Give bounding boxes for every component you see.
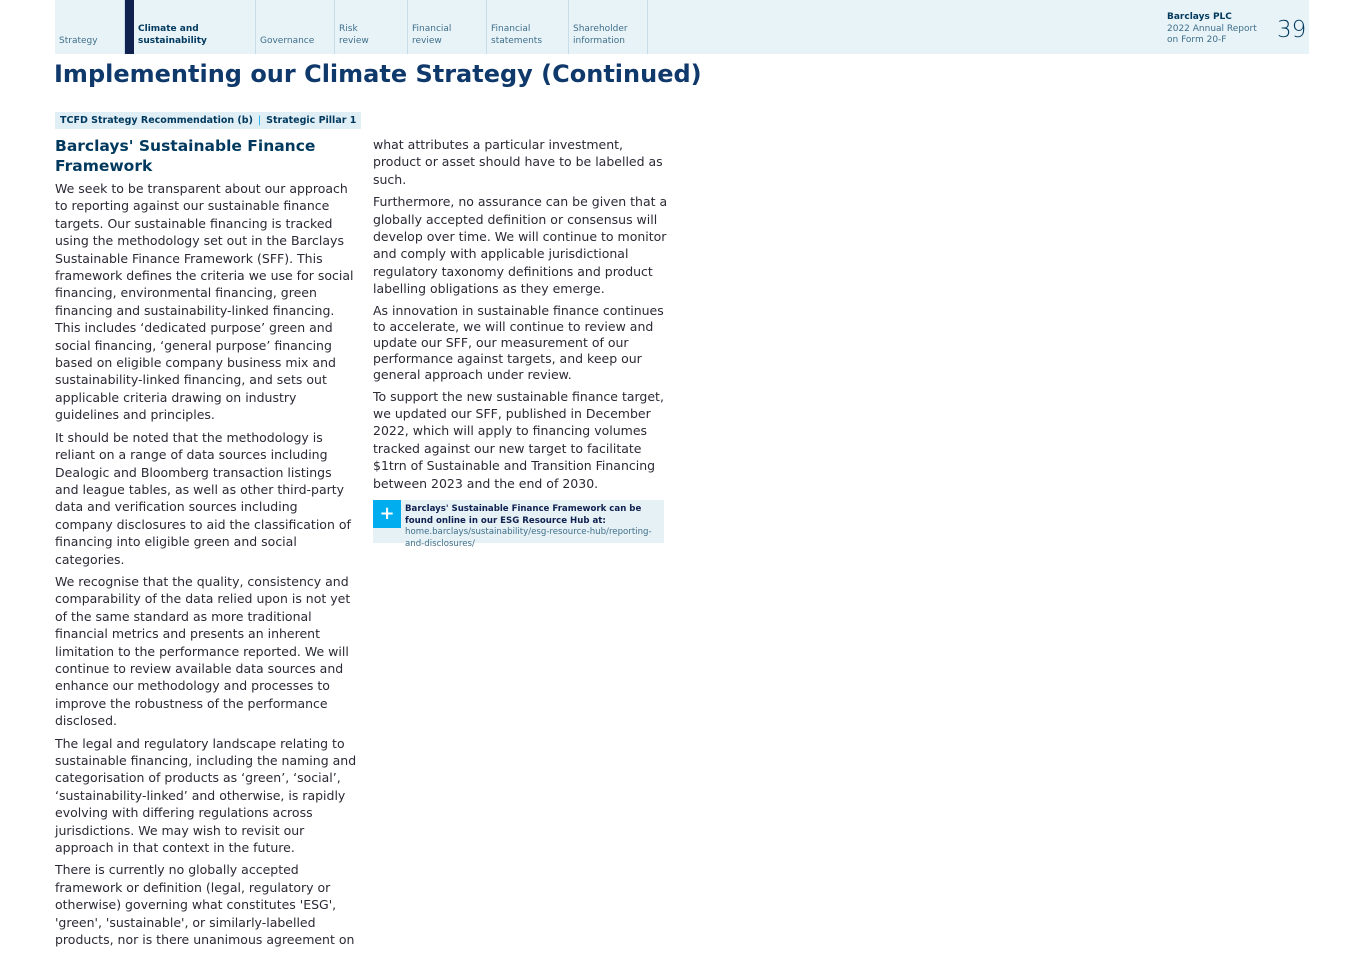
body-paragraph: We seek to be transparent about our approach to reporting against our sustainable finance targets. Our sustainable financing is tracked using the methodology set out in the Barclays Sustainable Finance Framework (SFF). This framework defines the criteria we use for social financing, environmental financing, green financing and sustainability-linked financing. This includes ‘dedicated purpose’ green and social financing, ‘general purpose’ financing based on eligible company business mix and sustainability-linked financing, and sets out applicable criteria drawing on industry guidelines and principles. xyxy=(55,181,354,423)
tab-financial-review[interactable] xyxy=(408,0,487,54)
left-column xyxy=(55,136,359,953)
tab-label-line1: Financial xyxy=(491,24,531,34)
page-number: 39 xyxy=(1277,17,1307,43)
body-paragraph: There is currently no globally accepted framework or definition (legal, regulatory or otherwise) governing what constitutes 'ESG', 'green', 'sustainable', or similarly-labelled products, nor is there unanimous agreement on xyxy=(55,862,355,948)
body-paragraph: what attributes a particular investment, product or asset should have to be labelled as such. xyxy=(373,137,663,187)
tab-label-line1: Shareholder xyxy=(573,24,628,34)
page-title: Implementing our Climate Strategy (Continued) xyxy=(54,60,702,88)
tag-pillar: Strategic Pillar 1 xyxy=(266,115,357,126)
report-title-line1: 2022 Annual Report xyxy=(1167,23,1257,34)
tab-strategy[interactable] xyxy=(55,0,125,54)
tab-label-line2: sustainability xyxy=(138,35,207,46)
section-heading: Barclays' Sustainable Finance Framework xyxy=(55,137,316,175)
tag-separator: | xyxy=(257,115,262,126)
tag-recommendation: TCFD Strategy Recommendation (b) xyxy=(60,115,253,126)
body-paragraph: To support the new sustainable finance target, we updated our SFF, published in December 2022, which will apply to financing volumes tracked against our new target to facilitate $1trn of Sustainable and Transition Financing between 2023 and the end of 2030. xyxy=(373,388,664,491)
right-column xyxy=(373,136,673,549)
tab-governance[interactable] xyxy=(256,0,335,54)
tab-label-line2: information xyxy=(573,35,625,46)
active-tab-marker xyxy=(125,0,134,54)
tab-label-line2: statements xyxy=(491,35,543,46)
tab-risk-review[interactable] xyxy=(335,0,408,54)
company-name: Barclays PLC xyxy=(1167,12,1232,22)
tcfd-tag xyxy=(55,112,361,129)
report-identifier xyxy=(1167,12,1257,47)
body-paragraph: It should be noted that the methodology is reliant on a range of data sources including Dealogic and Bloomberg transaction listings and league tables, as well as other third-party data and verification sources including company disclosures to aid the classification of financing into eligible green and social categories. xyxy=(55,429,351,567)
tab-label-line1: Climate and xyxy=(138,24,199,34)
callout-bold-text: Barclays' Sustainable Finance Framework can be found online in our ESG Resource Hub at: xyxy=(405,504,642,526)
body-paragraph: We recognise that the quality, consistency and comparability of the data relied upon is not yet of the same standard as more traditional financial metrics and presents an inherent limitation to the performance reported. We will continue to review available data sources and enhance our methodology and processes to improve the robustness of the performance disclosed. xyxy=(55,573,351,729)
report-title-line2: on Form 20-F xyxy=(1167,35,1227,45)
body-paragraph: The legal and regulatory landscape relating to sustainable financing, including the naming and categorisation of products as ‘green’, ‘social’, ‘sustainability-linked’ and otherwise, is rapidly evolving with differing regulations across jurisdictions. We may wish to revisit our approach in that context in the future. xyxy=(55,735,357,856)
tab-label-line2: review xyxy=(339,35,369,46)
tab-label-line2: Governance xyxy=(260,35,315,46)
tab-label-line1: Financial xyxy=(412,24,452,34)
resource-hub-callout xyxy=(373,500,664,549)
resource-hub-link[interactable]: home.barclays/sustainability/esg-resource-hub/reporting-and-disclosures/ xyxy=(405,527,652,549)
tab-financial-statements[interactable] xyxy=(487,0,569,54)
tab-climate-and-sustainability[interactable] xyxy=(125,0,256,54)
tab-shareholder-information[interactable] xyxy=(569,0,648,54)
plus-icon: + xyxy=(373,500,401,528)
body-paragraph: Furthermore, no assurance can be given that a globally accepted definition or consensus will develop over time. We will continue to monitor and comply with applicable jurisdictional regulatory taxonomy definitions and product labelling obligations as they emerge. xyxy=(373,194,668,297)
section-navigation xyxy=(55,0,1309,54)
tab-label-line2: review xyxy=(412,35,442,46)
body-paragraph: As innovation in sustainable finance continues to accelerate, we will continue to review and update our SFF, our measurement of our performance against targets, and keep our general approach under review. xyxy=(373,302,664,382)
tab-label-line2: Strategy xyxy=(59,35,98,46)
callout-text xyxy=(405,504,663,550)
tab-label-line1: Risk xyxy=(339,24,358,34)
